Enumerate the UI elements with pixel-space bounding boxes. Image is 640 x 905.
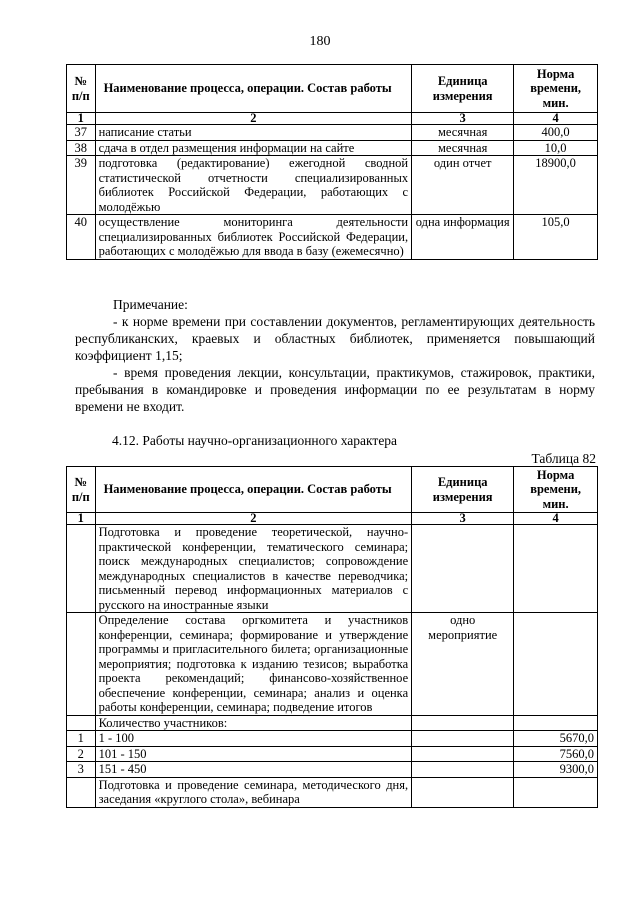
row-unit: один отчет — [412, 156, 514, 215]
row-range: 101 - 150 — [95, 746, 412, 762]
row-unit: одно мероприятие — [412, 613, 514, 716]
header-unit: Единица измерения — [412, 467, 514, 513]
index-cell: 2 — [95, 113, 412, 125]
row-num: 1 — [67, 731, 96, 747]
row-num: 37 — [67, 125, 96, 141]
table-row — [67, 731, 598, 747]
table-row — [67, 125, 598, 141]
row-value: 5670,0 — [514, 731, 598, 747]
index-cell: 3 — [412, 513, 514, 525]
note-block — [75, 296, 595, 415]
section-title: 4.12. Работы научно-организационного характера — [112, 433, 398, 448]
row-name: подготовка (редактирование) ежегодной сводной статистической отчетности специализированных библиотек Российской Федерации, работающих с молодёжью — [95, 156, 412, 215]
table-header-row — [67, 65, 598, 113]
row-value: 10,0 — [514, 140, 598, 156]
norms-table-82 — [66, 466, 598, 808]
row-name: осуществление мониторинга деятельности специализированных библиотек Российской Федерации, работающих с молодёжью для ввода в базу (ежемесячно) — [95, 215, 412, 260]
column-index-row — [67, 513, 598, 525]
page-number: 180 — [309, 34, 331, 49]
row-unit: одна информация — [412, 215, 514, 260]
index-cell: 4 — [514, 113, 598, 125]
row-name: Подготовка и проведение теоретической, научно-практической конференции, тематического семинара; поиск международных специалистов; сопровождение международных специалистов в качестве переводчика; письменный перевод информационных материалов с русского на иностранные языки — [95, 525, 412, 613]
index-cell: 1 — [67, 513, 96, 525]
row-name: Определение состава оргкомитета и участников конференции, семинара; формирование и утверждение программы и пригласительного билета; организационные мероприятия; подготовка к изданию тезисов; выработка проекта рекомендаций; финансово-хозяйственное обеспечение конференции, семинара; анализ и оценка работы конференции, семинара; подведение итогов — [95, 613, 412, 716]
table-row — [67, 762, 598, 778]
table-row — [67, 215, 598, 260]
note-title: Примечание: — [113, 297, 188, 312]
row-num: 2 — [67, 746, 96, 762]
table-row — [67, 715, 598, 731]
header-unit: Единица измерения — [412, 65, 514, 113]
index-cell: 4 — [514, 513, 598, 525]
table-row — [67, 156, 598, 215]
row-value: 9300,0 — [514, 762, 598, 778]
row-name: Подготовка и проведение семинара, методического дня, заседания «круглого стола», вебинара — [95, 777, 412, 807]
table-row — [67, 777, 598, 807]
table-row — [67, 140, 598, 156]
header-name: Наименование процесса, операции. Состав работы — [95, 65, 412, 113]
header-norm: Норма времени, мин. — [514, 467, 598, 513]
row-name: написание статьи — [95, 125, 412, 141]
table-row — [67, 525, 598, 613]
row-num: 38 — [67, 140, 96, 156]
row-range: 1 - 100 — [95, 731, 412, 747]
row-value: 7560,0 — [514, 746, 598, 762]
participants-label: Количество участников: — [95, 715, 412, 731]
index-cell: 1 — [67, 113, 96, 125]
row-unit: месячная — [412, 140, 514, 156]
index-cell: 2 — [95, 513, 412, 525]
note-item-2: - время проведения лекции, консультации, практикумов, стажировок, практики, пребывания в командировке и проведения информации по ее результатам в норму времени не входит. — [75, 365, 595, 414]
row-num: 39 — [67, 156, 96, 215]
row-value: 105,0 — [514, 215, 598, 260]
column-index-row — [67, 113, 598, 125]
norms-table-continued — [66, 64, 598, 260]
table-header-row — [67, 467, 598, 513]
note-item-1: - к норме времени при составлении документов, регламентирующих деятельность республиканских, краевых и областных библиотек, применяется повышающий коэффициент 1,15; — [75, 314, 595, 363]
table-row — [67, 613, 598, 716]
row-num: 3 — [67, 762, 96, 778]
header-name: Наименование процесса, операции. Состав работы — [95, 467, 412, 513]
row-range: 151 - 450 — [95, 762, 412, 778]
header-num: № п/п — [67, 467, 96, 513]
header-norm: Норма времени, мин. — [514, 65, 598, 113]
row-num: 40 — [67, 215, 96, 260]
index-cell: 3 — [412, 113, 514, 125]
row-name: сдача в отдел размещения информации на сайте — [95, 140, 412, 156]
row-value: 400,0 — [514, 125, 598, 141]
row-value: 18900,0 — [514, 156, 598, 215]
row-unit: месячная — [412, 125, 514, 141]
table-caption: Таблица 82 — [531, 451, 596, 466]
table-row — [67, 746, 598, 762]
header-num: № п/п — [67, 65, 96, 113]
